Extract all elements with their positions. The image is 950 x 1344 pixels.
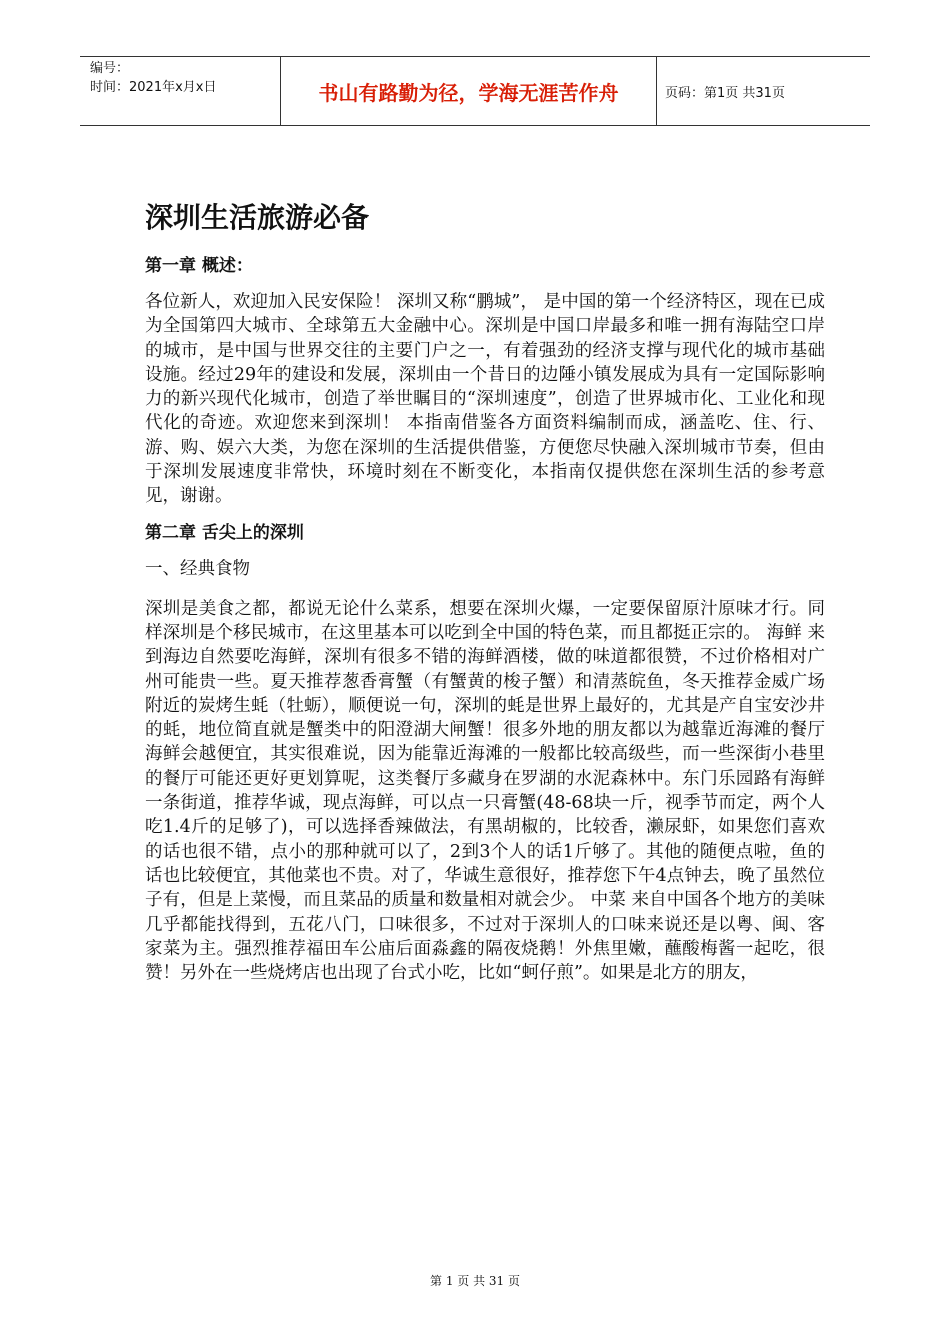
- header-motto: 书山有路勤为径，学海无涯苦作舟: [281, 57, 657, 125]
- document-number-label: 编号：: [90, 61, 130, 76]
- document-title: 深圳生活旅游必备: [145, 201, 370, 234]
- chapter2-heading: 第二章 舌尖上的深圳: [145, 522, 304, 543]
- section1-paragraph: 深圳是美食之都，都说无论什么菜系，想要在深圳火爆，一定要保留原汁原味才行。同样深圳是个移民城市，在这里基本可以吃到全中国的特色菜，而且都挺正宗的。 海鲜 来到海边自然要吃海鲜，深圳有很多不错的海鲜酒楼，做的味道都很赞，不过价格相对广州可能贵一些。夏天推荐葱香膏蟹（有蟹黄的梭子蟹）和清蒸皖鱼，冬天推荐金威广场附近的炭烤生蚝（牡蛎），顺便说一句，深圳的蚝是世界上最好的，尤其是产自宝安沙井的蚝，地位简直就是蟹类中的阳澄湖大闸蟹！很多外地的朋友都以为越靠近海滩的餐厅海鲜会越便宜，其实很难说，因为能靠近海滩的一般都比较高级些，而一些深街小巷里的餐厅可能还更好更划算呢，这类餐厅多藏身在罗湖的水泥森林中。东门乐园路有海鲜一条街道，推荐华诚，现点海鲜，可以点一只膏蟹(48-68块一斤，视季节而定，两个人吃1.4斤的足够了)，可以选择香辣做法，有黑胡椒的，比较香，濑尿虾，如果您们喜欢的话也很不错，点小的那种就可以了，2到3个人的话1斤够了。其他的随便点啦，鱼的话也比较便宜，其他菜也不贵。对了，华诚生意很好，推荐您下午4点钟去，晚了虽然位子有，但是上菜慢，而且菜品的质量和数量相对就会少。 中菜 来自中国各个地方的美味几乎都能找得到，五花八门，口味很多，不过对于深圳人的口味来说还是以粤、闽、客家菜为主。强烈推荐福田车公庙后面淼鑫的隔夜烧鹅！外焦里嫩，蘸酸梅酱一起吃，很赞！另外在一些烧烤店也出现了台式小吃，比如“蚵仔煎”。如果是北方的朋友，: [145, 598, 825, 984]
- chapter1-paragraph: 各位新人，欢迎加入民安保险！ 深圳又称“鹏城”， 是中国的第一个经济特区，现在已成为全国第四大城市、全球第五大金融中心。深圳是中国口岸最多和唯一拥有海陆空口岸的城市，是中国与世界交往的主要门户之一，有着强劲的经济支撑与现代化的城市基础设施。经过29年的建设和发展，深圳由一个昔日的边陲小镇发展成为具有一定国际影响力的新兴现代化城市，创造了举世瞩目的“深圳速度”，创造了世界城市化、工业化和现代化的奇迹。欢迎您来到深圳！ 本指南借鉴各方面资料编制而成，涵盖吃、住、行、游、购、娱六大类，为您在深圳的生活提供借鉴，方便您尽快融入深圳城市节奏，但由于深圳发展速度非常快，环境时刻在不断变化，本指南仅提供您在深圳生活的参考意见，谢谢。: [145, 292, 825, 507]
- header-page-info: 页码：第1页 共31页: [665, 85, 785, 101]
- section1-heading: 一、经典食物: [145, 558, 250, 579]
- chapter1-heading: 第一章 概述：: [145, 256, 253, 276]
- page-footer: 第 1 页 共 31 页: [430, 1274, 520, 1288]
- page-header: [80, 56, 870, 126]
- header-meta: [80, 57, 281, 125]
- document-time-label: 时间：2021年x月x日: [90, 80, 217, 95]
- document-body: [145, 190, 825, 997]
